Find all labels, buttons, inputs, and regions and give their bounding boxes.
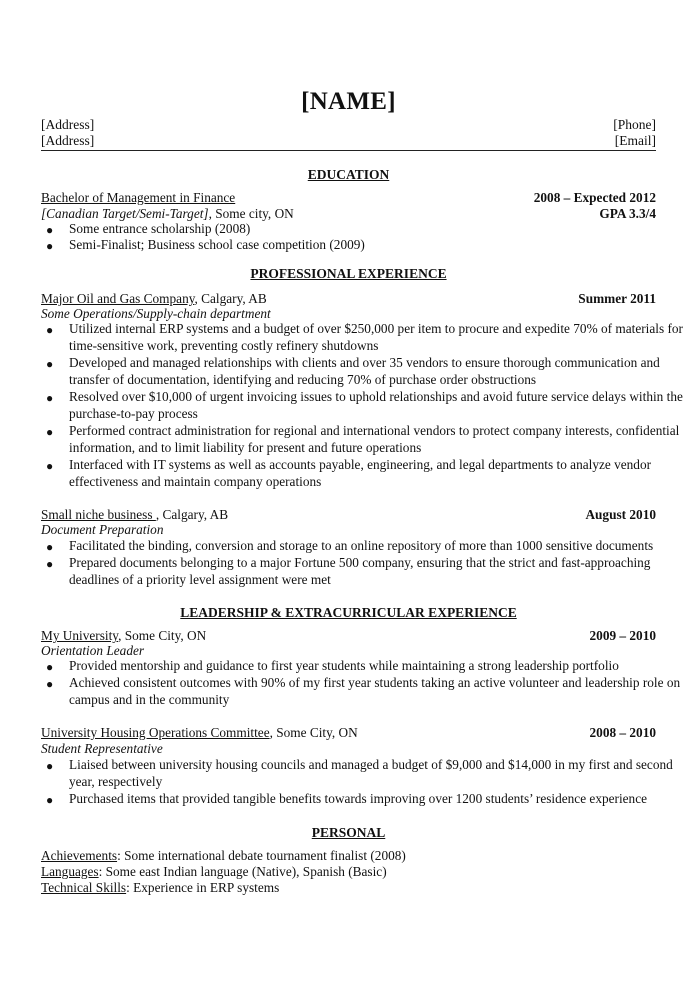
list-item-continuation: year, respectively: [69, 774, 163, 789]
company-location: , Calgary, AB: [155, 507, 229, 522]
education-dates: 2008 – Expected 2012: [533, 190, 656, 205]
role-date: 2008 – 2010: [589, 725, 656, 740]
org-location: , Some City, ON: [269, 725, 358, 740]
list-item-continuation: purchase-to-pay process: [69, 406, 198, 421]
job-heading: [41, 291, 267, 307]
list-item-continuation: information, and to limit liability for present and future operations: [69, 440, 422, 455]
bullet-dot: ●: [46, 425, 54, 439]
list-item: Achieved consistent outcomes with 90% of my first year students taking an active volunteer and leadership role on: [69, 675, 681, 690]
list-item-continuation: deadlines of a priority level assignment were met: [69, 572, 331, 587]
personal-text: : Some international debate tournament finalist (2008): [117, 848, 406, 863]
personal-languages: [41, 864, 387, 880]
header-rule: [41, 150, 656, 151]
list-item: Purchased items that provided tangible benefits towards improving over 1200 students’ residence experience: [69, 791, 647, 806]
job-heading: [41, 507, 228, 523]
list-item: Facilitated the binding, conversion and storage to an online repository of more than 1000 sensitive documents: [69, 538, 654, 553]
gpa: GPA 3.3/4: [599, 206, 656, 221]
phone: [Phone]: [613, 117, 656, 132]
section-heading-leadership: LEADERSHIP & EXTRACURRICULAR EXPERIENCE: [180, 605, 517, 620]
section-heading-education: EDUCATION: [307, 167, 390, 182]
personal-text: : Some east Indian language (Native), Spanish (Basic): [98, 864, 387, 879]
personal-label: Languages: [41, 864, 99, 879]
org-location: , Some City, ON: [118, 628, 207, 643]
section-heading-experience: PROFESSIONAL EXPERIENCE: [250, 266, 447, 281]
org-name: University Housing Operations Committee: [41, 725, 270, 740]
company-location: , Calgary, AB: [194, 291, 267, 306]
school-location: , Some city, ON: [208, 206, 294, 221]
school-name: [Canadian Target/Semi-Target]: [41, 206, 209, 221]
bullet-dot: ●: [46, 793, 54, 807]
address-line-1: [Address]: [41, 117, 95, 132]
list-item: Semi-Finalist; Business school case competition (2009): [69, 237, 365, 252]
role-title: Orientation Leader: [41, 643, 145, 658]
job-date: August 2010: [585, 507, 656, 522]
bullet-dot: ●: [46, 459, 54, 473]
list-item: Utilized internal ERP systems and a budget of over $250,000 per item to procure and expedite 70% of materials for: [69, 321, 683, 336]
list-item: Prepared documents belonging to a major Fortune 500 company, ensuring that the strict and fast-approaching: [69, 555, 651, 570]
list-item-continuation: campus and in the community: [69, 692, 230, 707]
job-date: Summer 2011: [578, 291, 656, 306]
bullet-dot: ●: [46, 759, 54, 773]
school-line: [41, 206, 294, 222]
bullet-dot: ●: [46, 323, 54, 337]
role-title: Student Representative: [41, 741, 163, 756]
personal-technical-skills: [41, 880, 279, 896]
bullet-dot: ●: [46, 391, 54, 405]
list-item-continuation: effectiveness and maintain company operations: [69, 474, 322, 489]
list-item: Provided mentorship and guidance to first year students while maintaining a strong leadership portfolio: [69, 658, 619, 673]
bullet-dot: ●: [46, 677, 54, 691]
bullet-dot: ●: [46, 557, 54, 571]
job-role: Document Preparation: [41, 522, 164, 537]
company-name: Small niche business: [41, 507, 156, 522]
personal-achievements: [41, 848, 406, 864]
bullet-dot: ●: [46, 540, 54, 554]
role-date: 2009 – 2010: [589, 628, 656, 643]
personal-text: : Experience in ERP systems: [126, 880, 280, 895]
bullet-dot: ●: [46, 239, 54, 253]
bullet-dot: ●: [46, 660, 54, 674]
address-line-2: [Address]: [41, 133, 95, 148]
role-heading: [41, 725, 358, 741]
personal-label: Technical Skills: [41, 880, 127, 895]
resume-name: [NAME]: [301, 88, 396, 115]
degree-title: Bachelor of Management in Finance: [41, 190, 236, 205]
list-item-continuation: time-sensitive work, preventing costly refinery shutdowns: [69, 338, 379, 353]
degree: [41, 190, 235, 206]
list-item: Some entrance scholarship (2008): [69, 221, 251, 236]
list-item: Developed and managed relationships with clients and over 35 vendors to ensure thorough communication and: [69, 355, 660, 370]
job-role: Some Operations/Supply-chain department: [41, 306, 271, 321]
bullet-dot: ●: [46, 223, 54, 237]
company-name: Major Oil and Gas Company: [41, 291, 195, 306]
list-item: Performed contract administration for regional and international vendors to protect company interests, confidential: [69, 423, 680, 438]
email: [Email]: [614, 133, 656, 148]
list-item: Interfaced with IT systems as well as accounts payable, engineering, and legal departments to analyze vendor: [69, 457, 652, 472]
personal-label: Achievements: [41, 848, 118, 863]
list-item: Liaised between university housing councils and managed a budget of $9,000 and $14,000 in my first and second: [69, 757, 673, 772]
list-item-continuation: transfer of documentation, identifying and reducing 70% of purchase order obstructions: [69, 372, 537, 387]
list-item: Resolved over $10,000 of urgent invoicing issues to uphold relationships and avoid future service delays within the: [69, 389, 683, 404]
section-heading-personal: PERSONAL: [311, 825, 386, 840]
org-name: My University: [41, 628, 119, 643]
bullet-dot: ●: [46, 357, 54, 371]
role-heading: [41, 628, 206, 644]
